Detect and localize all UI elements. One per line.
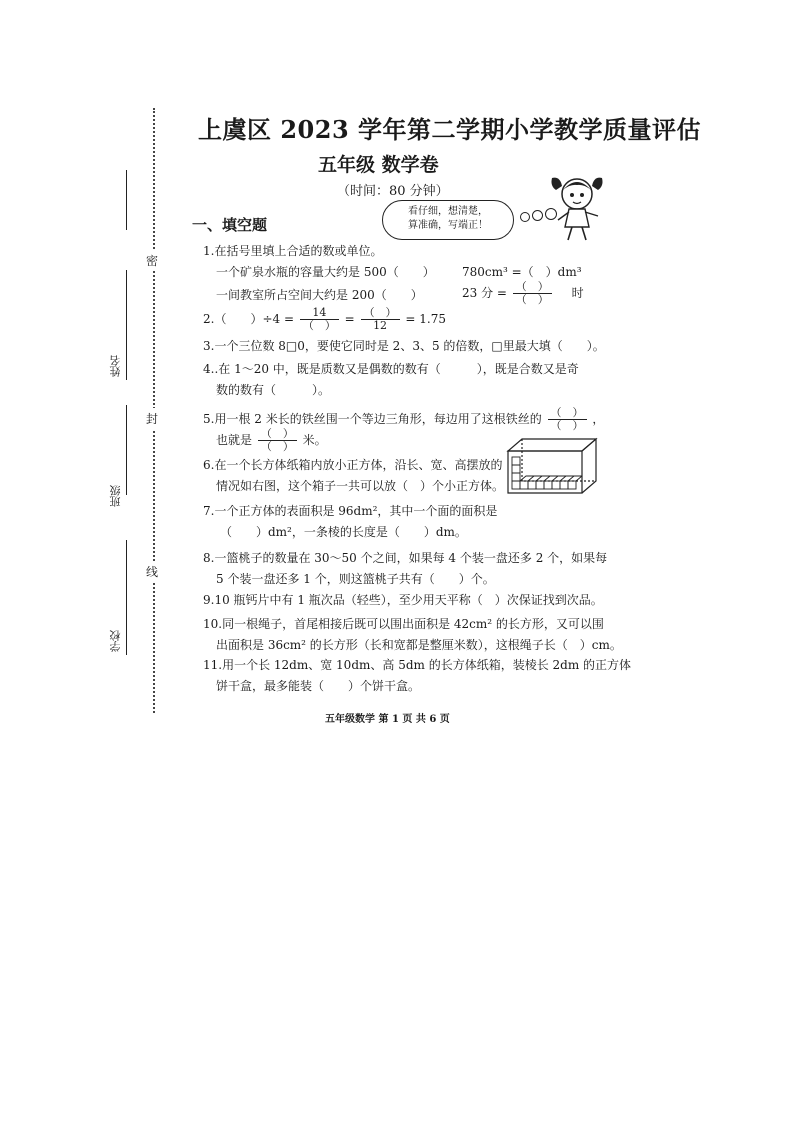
q2-pre: 2.（ ）÷4 = [203,312,295,326]
side-label-name: 姓名 [109,355,122,377]
side-label-school: 学校 [109,630,122,652]
q4-line-2: 数的数有（ ）。 [216,383,331,397]
q10-line-2: 出面积是 36cm² 的长方形（长和宽都是整厘米数），这根绳子长（ ）cm。 [216,638,622,652]
girl-mascot-icon [548,172,606,244]
q5-text: 5.用一根 2 米长的铁丝围一个等边三角形，每边用了这根铁丝的 [203,412,542,426]
q2-fraction-1-num: 14 [300,307,339,320]
q8-line-2: 5 个装一盘还多 1 个，则这篮桃子共有（ ）个。 [216,572,495,586]
q2-fraction-1 [300,307,339,332]
q3: 3.一个三位数 8□0，要使它同时是 2、3、5 的倍数，□里最大填（ ）。 [203,339,605,353]
cuboid-box-diagram [506,437,598,495]
q1-a: 一个矿泉水瓶的容量大约是 500（ ） [216,265,435,279]
side-blank-class [126,405,127,495]
q1-d-denominator: （ ） [515,293,549,306]
q7-line-2: （ ）dm²，一条棱的长度是（ ）dm。 [220,525,467,539]
bubble-line-2: 算准确，写端正！ [408,220,488,231]
q5-fraction-1 [548,407,587,432]
page-footer: 五年级数学 第 1 页 共 6 页 [325,714,450,725]
seal-char-xian: 线 [146,561,158,582]
q5-fraction-2-num: （ ） [258,428,297,441]
thought-dot-2 [532,210,543,221]
q2-fraction-2 [361,307,400,332]
page-title: 上虞区 2023 学年第二学期小学教学质量评估 [198,115,702,144]
q1-d [462,281,584,306]
q2 [203,307,446,332]
page-subtitle: 五年级 数学卷 [318,154,439,176]
q9: 9.10 瓶钙片中有 1 瓶次品（轻些），至少用天平称（ ）次保证找到次品。 [203,593,603,607]
q1-d-post: 时 [571,286,584,300]
side-blank-school [126,540,127,655]
q6-line-2: 情况如右图，这个箱子一共可以放（ ）个小正方体。 [216,479,505,493]
q11-line-1: 11.用一个长 12dm、宽 10dm、高 5dm 的长方体纸箱，装棱长 2dm 的正方体 [203,658,632,672]
q8-line-1: 8.一篮桃子的数量在 30～50 个之间，如果每 4 个装一盘还多 2 个，如果每 [203,551,608,565]
thought-dot-1 [520,212,530,222]
seal-char-mi: 密 [146,250,158,271]
side-blank-top [126,170,127,230]
q5-comma: ， [592,412,605,426]
q5-b-post: 米。 [302,433,327,447]
q5-fraction-2-den: （ ） [260,440,294,453]
q2-fraction-2-den: 12 [373,319,388,332]
q5-line-2 [216,428,327,453]
q1-c: 一间教室所占空间大约是 200（ ） [216,288,423,302]
q2-fraction-2-num: （ ） [361,307,400,320]
q2-fraction-1-den: （ ） [302,319,336,332]
speech-bubble [382,200,514,240]
q10-line-1: 10.同一根绳子，首尾相接后既可以围出面积是 42cm² 的长方形，又可以围 [203,617,604,631]
q6-line-1: 6.在一个长方体纸箱内放小正方体，沿长、宽、高摆放的 [203,458,503,472]
bubble-line-1: 看仔细，想清楚， [408,206,488,217]
q1-d-pre: 23 分 = [462,286,507,300]
q5-fraction-2 [258,428,297,453]
q1-b: 780cm³ =（ ）dm³ [462,265,582,279]
side-label-class: 班级 [109,485,122,507]
q5-fraction-1-den: （ ） [550,419,584,432]
q4-line-1: 4..在 1～20 中，既是质数又是偶数的数有（ ），既是合数又是奇 [203,362,579,376]
q7-line-1: 7.一个正方体的表面积是 96dm²，其中一个面的面积是 [203,504,498,518]
q11-line-2: 饼干盒，最多能装（ ）个饼干盒。 [216,679,421,693]
side-blank-name [126,270,127,380]
q2-equals: = [344,312,355,326]
seal-char-feng: 封 [146,408,158,429]
q1-d-fraction [513,281,552,306]
q1-intro: 1.在括号里填上合适的数或单位。 [203,244,383,258]
q5-b-pre: 也就是 [216,433,253,447]
section-title: 一、填空题 [192,216,268,234]
q5-fraction-1-num: （ ） [548,407,587,420]
q2-post: = 1.75 [405,312,446,326]
exam-time: （时间：80 分钟） [337,184,449,199]
q1-d-numerator: （ ） [513,281,552,294]
